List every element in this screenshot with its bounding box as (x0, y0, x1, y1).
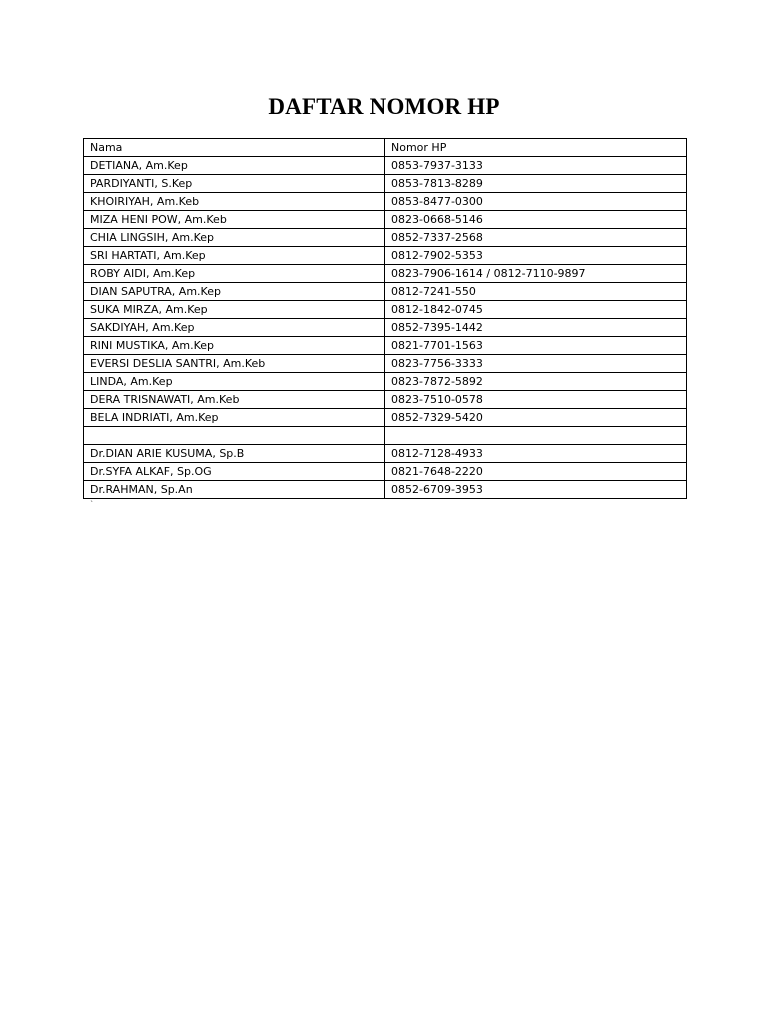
table-row (84, 319, 687, 337)
phone-cell: 0823-7872-5892 (385, 373, 687, 391)
name-cell: CHIA LINGSIH, Am.Kep (84, 229, 385, 247)
table-row (84, 175, 687, 193)
phone-cell: 0852-7395-1442 (385, 319, 687, 337)
name-cell: RINI MUSTIKA, Am.Kep (84, 337, 385, 355)
name-cell: SUKA MIRZA, Am.Kep (84, 301, 385, 319)
name-cell: MIZA HENI POW, Am.Keb (84, 211, 385, 229)
name-cell: SRI HARTATI, Am.Kep (84, 247, 385, 265)
phone-cell: 0812-7128-4933 (385, 445, 687, 463)
phone-cell: 0812-7241-550 (385, 283, 687, 301)
table-row (84, 283, 687, 301)
table-row (84, 427, 687, 445)
name-cell: BELA INDRIATI, Am.Kep (84, 409, 385, 427)
phone-cell: 0853-8477-0300 (385, 193, 687, 211)
name-cell: ROBY AIDI, Am.Kep (84, 265, 385, 283)
name-cell: PARDIYANTI, S.Kep (84, 175, 385, 193)
name-cell (84, 427, 385, 445)
phone-cell: 0823-7906-1614 / 0812-7110-9897 (385, 265, 687, 283)
phone-cell: 0852-7329-5420 (385, 409, 687, 427)
phone-cell: 0852-7337-2568 (385, 229, 687, 247)
name-cell: SAKDIYAH, Am.Kep (84, 319, 385, 337)
table-header-row (84, 139, 687, 157)
phone-cell: 0853-7937-3133 (385, 157, 687, 175)
phone-cell: 0821-7648-2220 (385, 463, 687, 481)
name-cell: DETIANA, Am.Kep (84, 157, 385, 175)
table-row (84, 337, 687, 355)
table-row (84, 445, 687, 463)
table-row (84, 265, 687, 283)
table-row (84, 391, 687, 409)
header-cell-name: Nama (84, 139, 385, 157)
name-cell: EVERSI DESLIA SANTRI, Am.Keb (84, 355, 385, 373)
name-cell: KHOIRIYAH, Am.Keb (84, 193, 385, 211)
name-cell: LINDA, Am.Kep (84, 373, 385, 391)
phone-cell: 0853-7813-8289 (385, 175, 687, 193)
table-row (84, 373, 687, 391)
table-row (84, 211, 687, 229)
table-row (84, 409, 687, 427)
header-cell-phone: Nomor HP (385, 139, 687, 157)
phone-cell: 0823-0668-5146 (385, 211, 687, 229)
table-row (84, 481, 687, 499)
name-cell: Dr.RAHMAN, Sp.An (84, 481, 385, 499)
phone-cell: 0821-7701-1563 (385, 337, 687, 355)
table-row (84, 229, 687, 247)
page-title: DAFTAR NOMOR HP (268, 94, 500, 119)
footnote-mark: ` (90, 500, 94, 509)
table-row (84, 463, 687, 481)
phone-cell: 0812-1842-0745 (385, 301, 687, 319)
phone-number-table (83, 138, 687, 499)
phone-cell: 0823-7756-3333 (385, 355, 687, 373)
table-row (84, 355, 687, 373)
phone-cell: 0812-7902-5353 (385, 247, 687, 265)
table-row (84, 157, 687, 175)
name-cell: DERA TRISNAWATI, Am.Keb (84, 391, 385, 409)
phone-cell: 0823-7510-0578 (385, 391, 687, 409)
name-cell: Dr.DIAN ARIE KUSUMA, Sp.B (84, 445, 385, 463)
phone-cell: 0852-6709-3953 (385, 481, 687, 499)
table-body (84, 139, 687, 499)
table-row (84, 247, 687, 265)
table-row (84, 193, 687, 211)
phone-cell (385, 427, 687, 445)
name-cell: DIAN SAPUTRA, Am.Kep (84, 283, 385, 301)
name-cell: Dr.SYFA ALKAF, Sp.OG (84, 463, 385, 481)
table-row (84, 301, 687, 319)
